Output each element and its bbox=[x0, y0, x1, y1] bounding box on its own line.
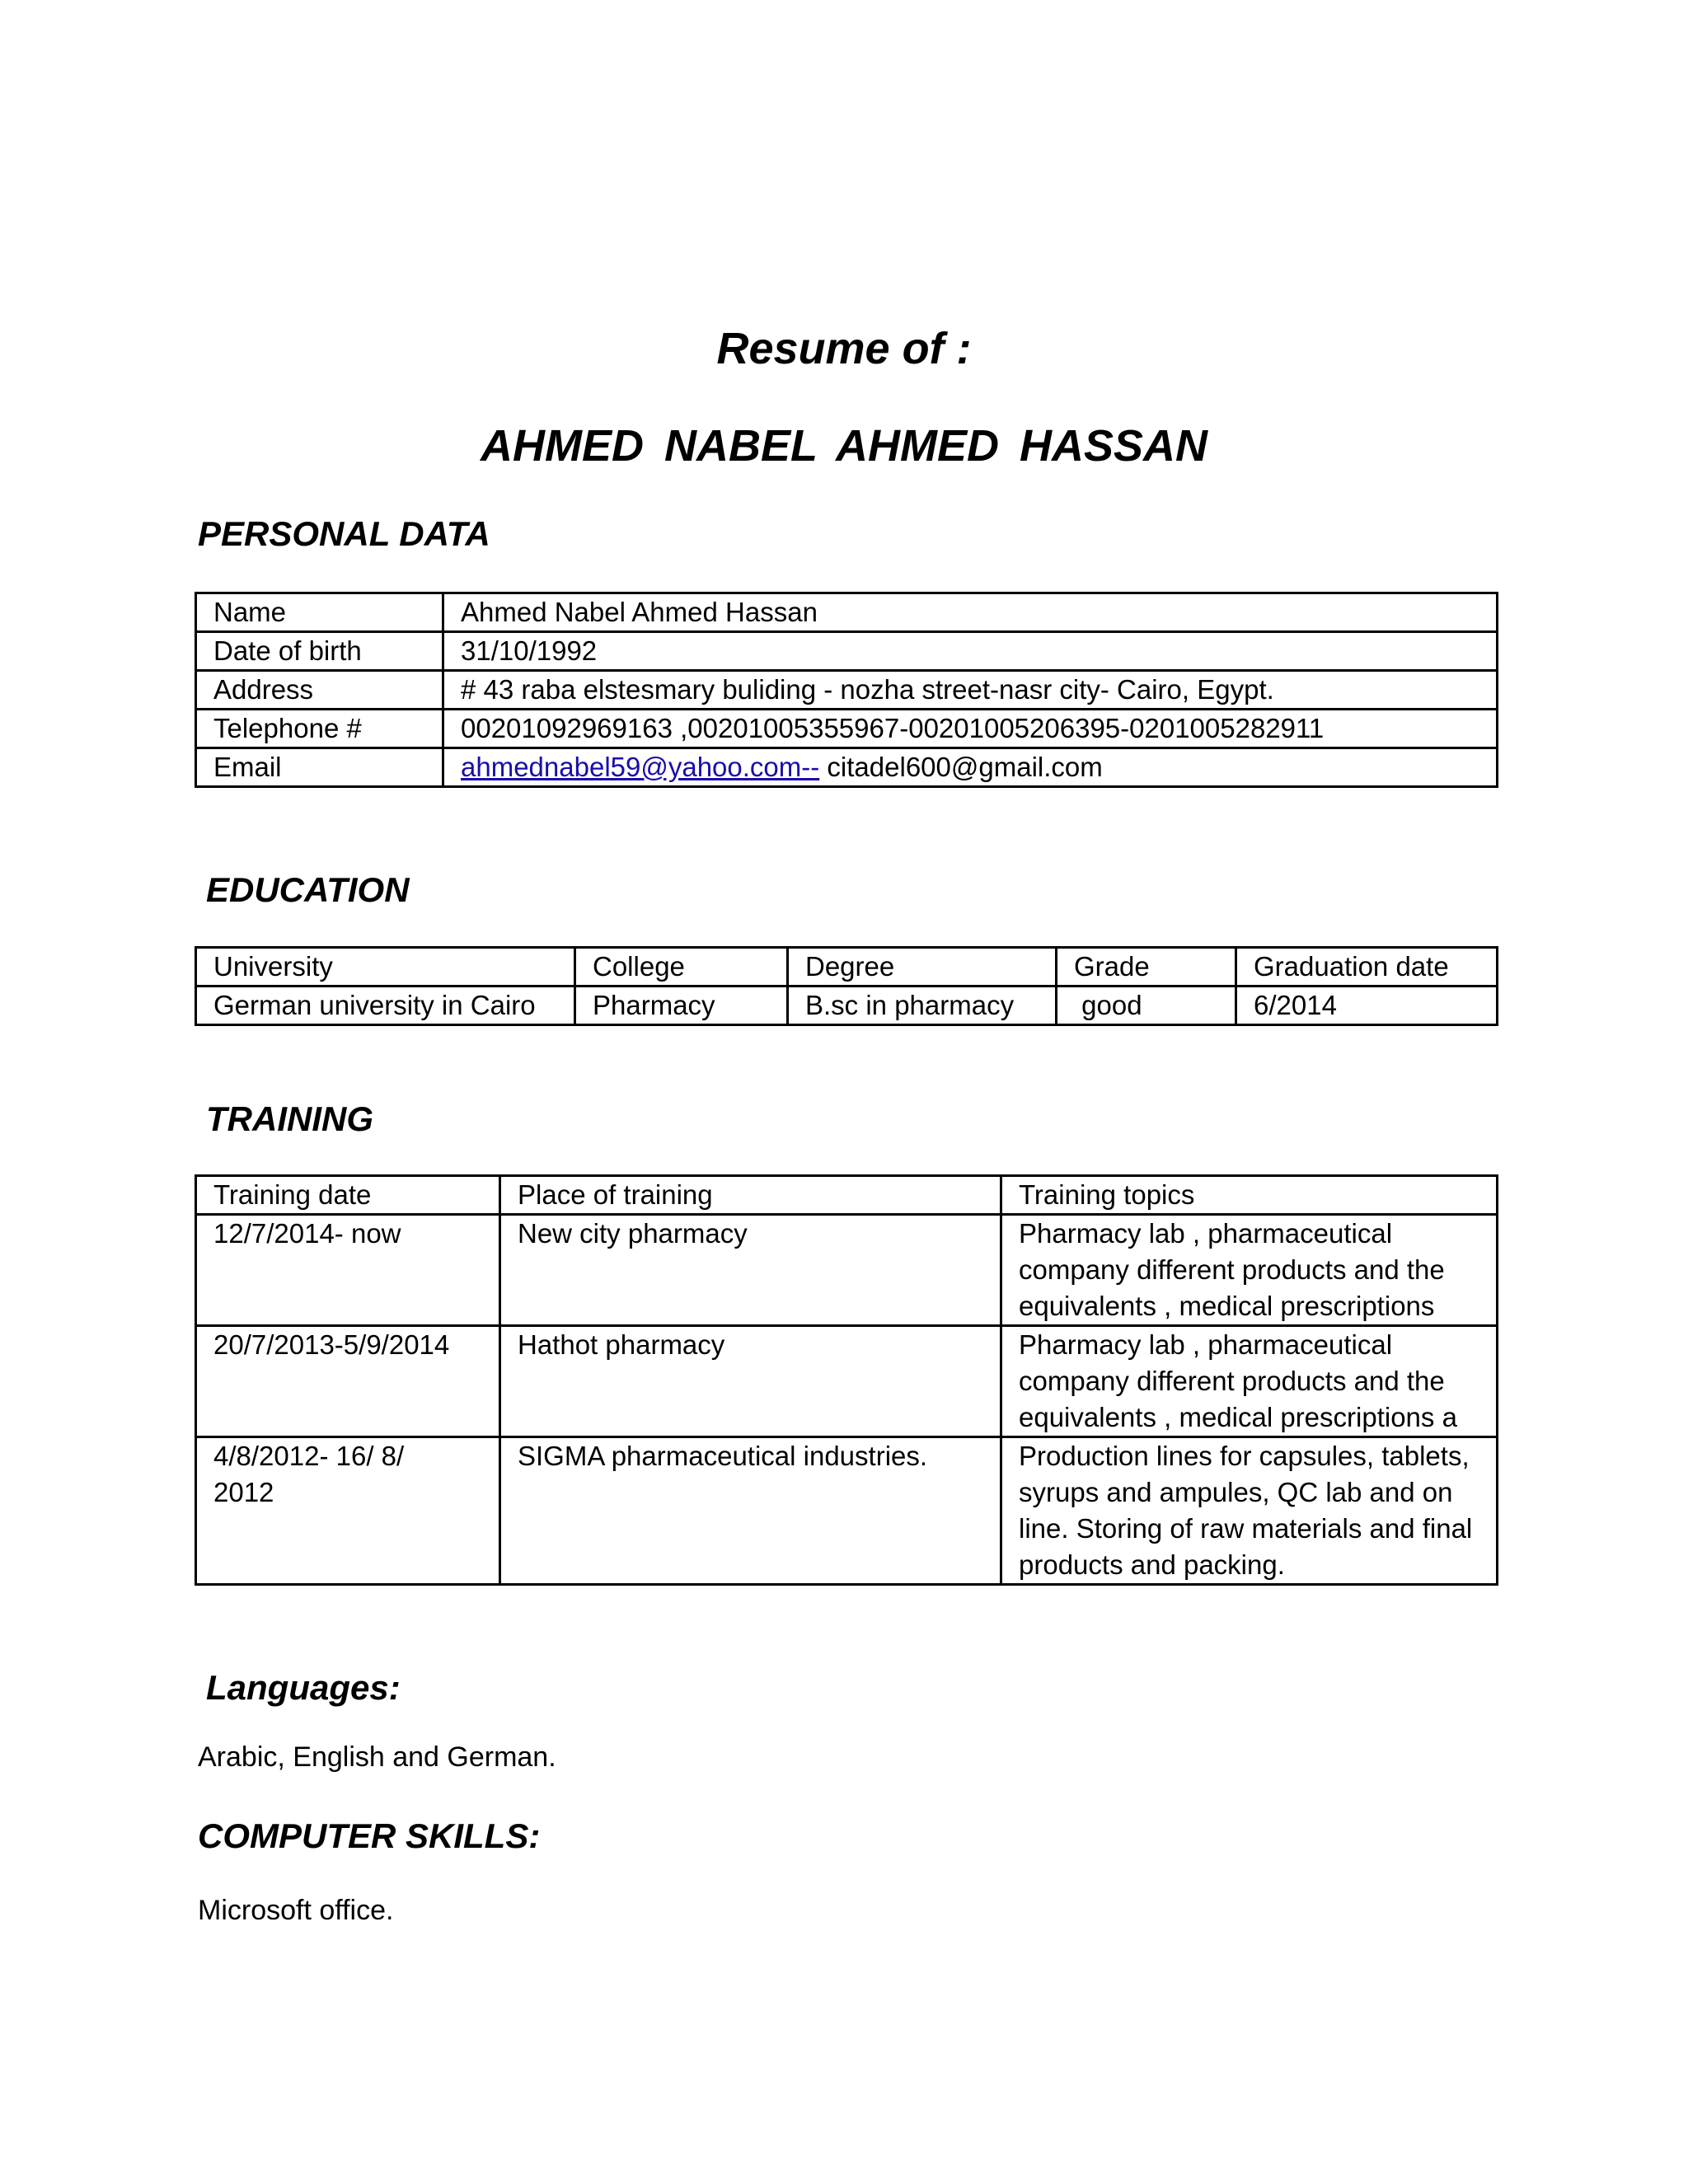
training-topics-cell: Production lines for capsules, tablets, syrups and ampules, QC lab and on line. Storing of raw materials and final products and packing. bbox=[1001, 1437, 1498, 1585]
table-row bbox=[196, 1326, 1498, 1437]
table-row bbox=[196, 710, 1498, 748]
grade-cell: good bbox=[1057, 987, 1236, 1025]
table-row bbox=[196, 632, 1498, 671]
college-cell: Pharmacy bbox=[575, 987, 788, 1025]
training-date-cell: 20/7/2013-5/9/2014 bbox=[196, 1326, 500, 1437]
table-row bbox=[196, 748, 1498, 787]
personal-data-heading: PERSONAL DATA bbox=[198, 514, 490, 553]
computer-skills-heading: COMPUTER SKILLS: bbox=[198, 1816, 541, 1855]
training-place-cell: Hathot pharmacy bbox=[500, 1326, 1001, 1437]
training-date-cell: 12/7/2014- now bbox=[196, 1215, 500, 1326]
column-header: Training topics bbox=[1001, 1176, 1498, 1215]
personal-value: 31/10/1992 bbox=[443, 632, 1498, 671]
training-heading: TRAINING bbox=[206, 1099, 373, 1138]
email-gmail: citadel600@gmail.com bbox=[819, 752, 1103, 782]
training-table bbox=[195, 1174, 1498, 1586]
column-header: Place of training bbox=[500, 1176, 1001, 1215]
table-row bbox=[196, 593, 1498, 632]
university-cell: German university in Cairo bbox=[196, 987, 575, 1025]
column-header: Grade bbox=[1057, 948, 1236, 987]
education-table bbox=[195, 946, 1498, 1026]
table-header-row bbox=[196, 948, 1498, 987]
training-topics-cell: Pharmacy lab , pharmaceutical company different products and the equivalents , medical prescriptions a bbox=[1001, 1326, 1498, 1437]
personal-value: # 43 raba elstesmary buliding - nozha street-nasr city- Cairo, Egypt. bbox=[443, 671, 1498, 710]
column-header: Degree bbox=[788, 948, 1057, 987]
training-topics-cell: Pharmacy lab , pharmaceutical company different products and the equivalents , medical prescriptions bbox=[1001, 1215, 1498, 1326]
personal-data-table bbox=[195, 592, 1498, 788]
personal-label: Name bbox=[196, 593, 443, 632]
column-header: University bbox=[196, 948, 575, 987]
training-date-cell: 4/8/2012- 16/ 8/ 2012 bbox=[196, 1437, 500, 1585]
table-row bbox=[196, 987, 1498, 1025]
email-link-yahoo[interactable]: ahmednabel59@yahoo.com-- bbox=[461, 752, 820, 782]
personal-label: Date of birth bbox=[196, 632, 443, 671]
table-row bbox=[196, 1437, 1498, 1585]
graduation-date-cell: 6/2014 bbox=[1236, 987, 1498, 1025]
education-heading: EDUCATION bbox=[206, 870, 410, 909]
email-cell bbox=[443, 748, 1498, 787]
degree-cell: B.sc in pharmacy bbox=[788, 987, 1057, 1025]
resume-title: Resume of : bbox=[716, 324, 972, 373]
column-header: College bbox=[575, 948, 788, 987]
table-row bbox=[196, 1215, 1498, 1326]
training-place-cell: SIGMA pharmaceutical industries. bbox=[500, 1437, 1001, 1585]
personal-value: Ahmed Nabel Ahmed Hassan bbox=[443, 593, 1498, 632]
table-row bbox=[196, 671, 1498, 710]
training-place-cell: New city pharmacy bbox=[500, 1215, 1001, 1326]
candidate-name: AHMED NABEL AHMED HASSAN bbox=[480, 421, 1208, 471]
personal-value: 00201092969163 ,00201005355967-00201005206395-0201005282911 bbox=[443, 710, 1498, 748]
personal-label: Address bbox=[196, 671, 443, 710]
table-header-row bbox=[196, 1176, 1498, 1215]
personal-label: Telephone # bbox=[196, 710, 443, 748]
column-header: Graduation date bbox=[1236, 948, 1498, 987]
personal-label: Email bbox=[196, 748, 443, 787]
computer-skills-text: Microsoft office. bbox=[198, 1895, 394, 1926]
languages-heading: Languages: bbox=[206, 1668, 401, 1707]
languages-text: Arabic, English and German. bbox=[198, 1741, 556, 1773]
column-header: Training date bbox=[196, 1176, 500, 1215]
